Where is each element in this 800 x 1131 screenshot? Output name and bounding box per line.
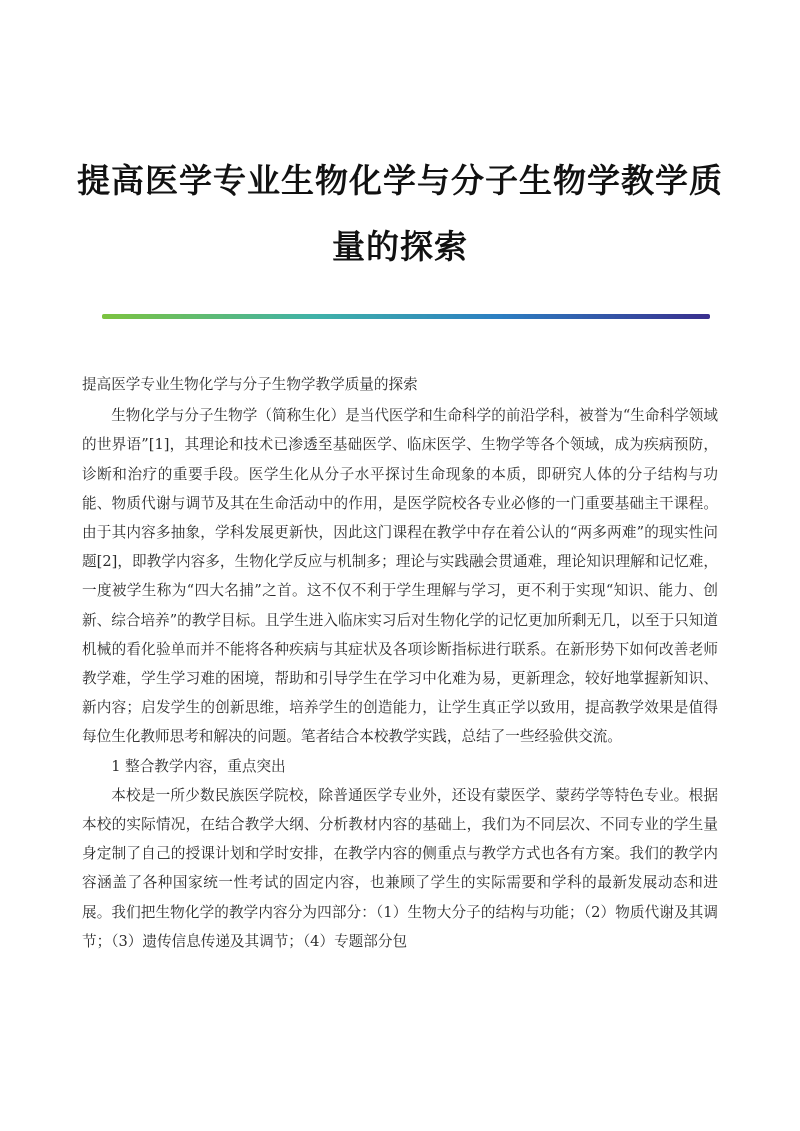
document-body: [82, 370, 718, 956]
document-title: [60, 148, 740, 280]
title-line-1: 提高医学专业生物化学与分子生物学教学质: [77, 161, 723, 200]
body-paragraph-1: 生物化学与分子生物学（简称生化）是当代医学和生命科学的前沿学科，被誉为“生命科学领域的世界语”[1]，其理论和技术已渗透至基础医学、临床医学、生物学等各个领域，成为疾病预防，诊断和治疗的重要手段。医学生化从分子水平探讨生命现象的本质，即研究人体的分子结构与功能、物质代谢与调节及其在生命活动中的作用，是医学院校各专业必修的一门重要基础主干课程。由于其内容多抽象，学科发展更新快，因此这门课程在教学中存在着公认的“两多两难”的现实性问题[2]，即教学内容多，生物化学反应与机制多；理论与实践融会贯通难，理论知识理解和记忆难，一度被学生称为“四大名捕”之首。这不仅不利于学生理解与学习，更不利于实现“知识、能力、创新、综合培养”的教学目标。且学生进入临床实习后对生物化学的记忆更加所剩无几，以至于只知道机械的看化验单而并不能将各种疾病与其症状及各项诊断指标进行联系。在新形势下如何改善老师教学难，学生学习难的困境，帮助和引导学生在学习中化难为易，更新理念，较好地掌握新知识、新内容；启发学生的创新思维，培养学生的创造能力，让学生真正学以致用，提高教学效果是值得每位生化教师思考和解决的问题。笔者结合本校教学实践，总结了一些经验供交流。: [82, 407, 718, 746]
title-divider: [102, 314, 710, 319]
title-line-2: 量的探索: [332, 227, 468, 266]
body-paragraph-2: 本校是一所少数民族医学院校，除普通医学专业外，还设有蒙医学、蒙药学等特色专业。根据本校的实际情况，在结合教学大纲、分析教材内容的基础上，我们为不同层次、不同专业的学生量身定制了自己的授课计划和学时安排，在教学内容的侧重点与教学方式也各有方案。我们的教学内容涵盖了各种国家统一性考试的固定内容，也兼顾了学生的实际需要和学科的最新发展动态和进展。我们把生物化学的教学内容分为四部分：（1）生物大分子的结构与功能；（2）物质代谢及其调节；（3）遗传信息传递及其调节；（4）专题部分包: [82, 786, 718, 950]
section-heading-1: 1 整合教学内容，重点突出: [111, 757, 286, 775]
document-subtitle: 提高医学专业生物化学与分子生物学教学质量的探索: [82, 376, 418, 393]
